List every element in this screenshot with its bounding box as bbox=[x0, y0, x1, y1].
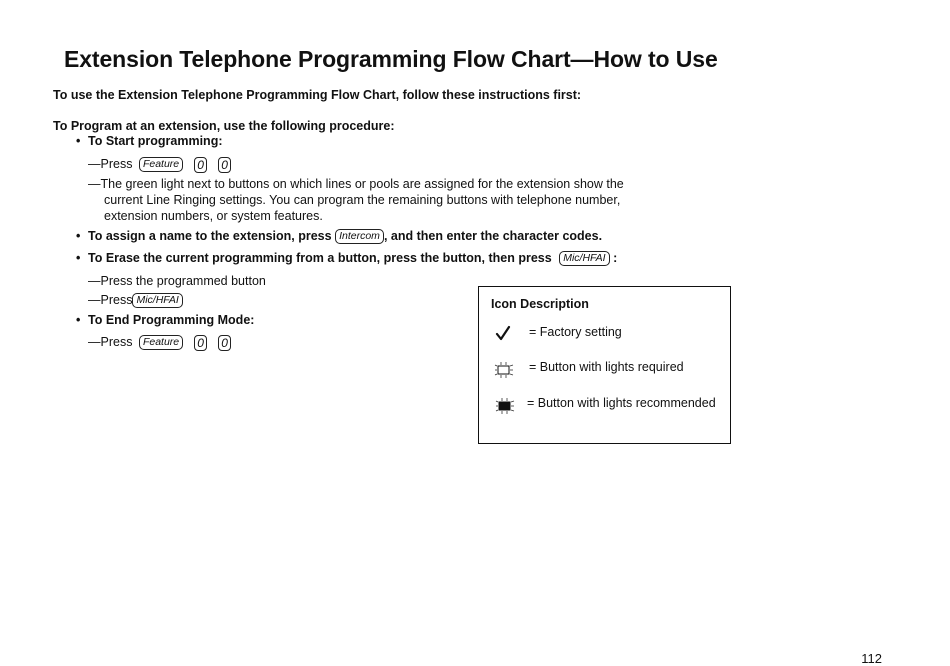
start-heading: To Start programming: bbox=[88, 134, 223, 148]
assign-text: To assign a name to the extension, press bbox=[88, 229, 332, 243]
bullet-end: • bbox=[76, 313, 81, 327]
button-lights-required-icon bbox=[494, 361, 514, 384]
erase-step1 bbox=[88, 273, 266, 289]
icon-description-box bbox=[478, 286, 731, 444]
zero-key: 0 bbox=[194, 335, 207, 351]
mic-hfai-key: Mic/HFAI bbox=[559, 251, 609, 266]
zero-key: 0 bbox=[194, 157, 207, 173]
start-press-line bbox=[88, 156, 231, 173]
zero-key: 0 bbox=[218, 335, 231, 351]
icon-box-title: Icon Description bbox=[491, 297, 589, 311]
start-note-line3: extension numbers, or system features. bbox=[104, 209, 323, 223]
intro-text: To use the Extension Telephone Programming Flow Chart, follow these instructions first: bbox=[53, 88, 582, 102]
note-text: The green light next to buttons on which lines or pools are assigned for the extension show the bbox=[100, 177, 624, 191]
assign-text-after: , and then enter the character codes. bbox=[383, 229, 603, 243]
erase-text: To Erase the current programming from a button, press the button, then press bbox=[88, 251, 552, 265]
mic-hfai-key: Mic/HFAI bbox=[132, 293, 182, 308]
erase-line bbox=[88, 251, 617, 266]
bullet-assign: • bbox=[76, 229, 81, 243]
dash: — bbox=[88, 157, 101, 171]
end-heading: To End Programming Mode: bbox=[88, 313, 255, 327]
bullet-start: • bbox=[76, 134, 81, 148]
dash: — bbox=[88, 177, 101, 191]
icon-item-text: = Factory setting bbox=[529, 325, 622, 339]
press-label: Press bbox=[100, 293, 133, 307]
icon-item-text: = Button with lights recommended bbox=[527, 396, 716, 410]
assign-line bbox=[88, 229, 602, 244]
checkmark-icon bbox=[495, 325, 511, 346]
dash: — bbox=[88, 335, 101, 349]
procedure-heading: To Program at an extension, use the following procedure: bbox=[53, 119, 395, 133]
press-label: Press bbox=[100, 157, 133, 171]
start-note-line1 bbox=[88, 176, 624, 192]
page-number: 112 bbox=[861, 651, 882, 666]
press-label: Press bbox=[100, 335, 133, 349]
start-note-line2: current Line Ringing settings. You can program the remaining buttons with telephone number, bbox=[104, 193, 621, 207]
step-text: Press the programmed button bbox=[100, 274, 266, 288]
erase-colon: : bbox=[613, 251, 618, 265]
zero-key: 0 bbox=[218, 157, 231, 173]
dash: — bbox=[88, 293, 101, 307]
dash: — bbox=[88, 274, 101, 288]
bullet-erase: • bbox=[76, 251, 81, 265]
feature-key: Feature bbox=[139, 157, 183, 172]
feature-key: Feature bbox=[139, 335, 183, 350]
intercom-key: Intercom bbox=[335, 229, 384, 244]
button-lights-recommended-icon bbox=[495, 397, 515, 420]
erase-step2 bbox=[88, 292, 183, 308]
icon-item-text: = Button with lights required bbox=[529, 360, 684, 374]
page-title: Extension Telephone Programming Flow Chart—How to Use bbox=[64, 46, 718, 72]
end-press-line bbox=[88, 334, 231, 351]
